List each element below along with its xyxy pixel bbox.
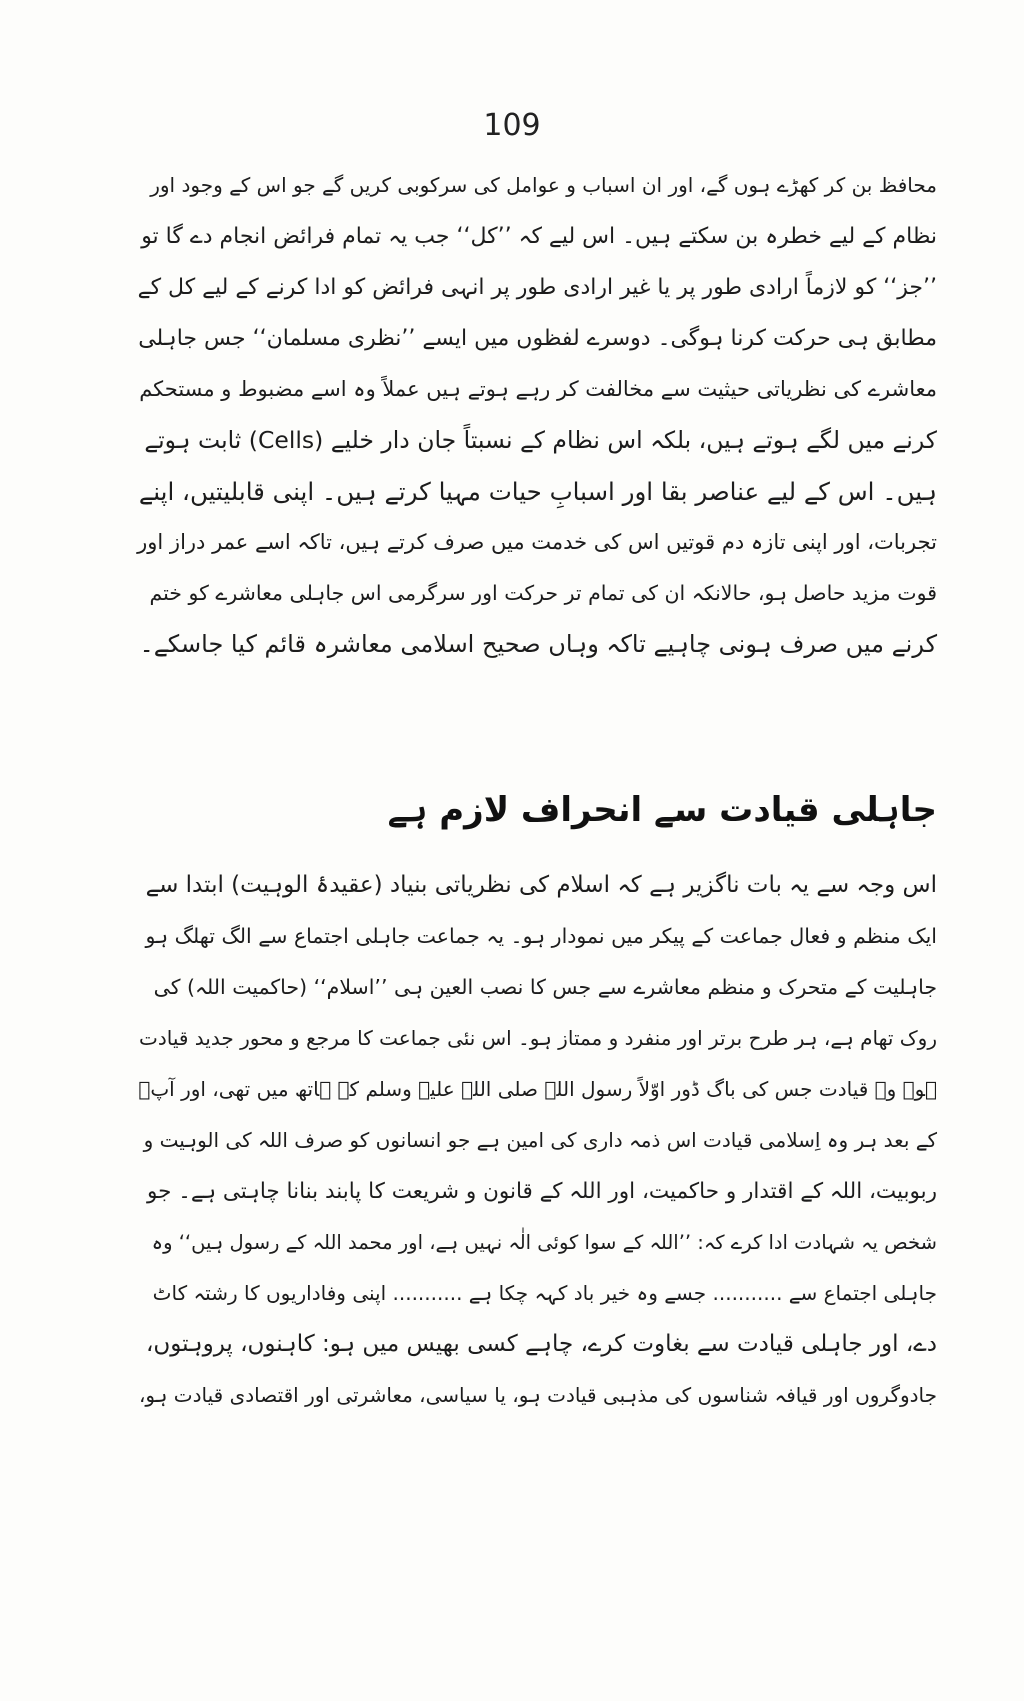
- text-line: کرنے میں صرف ہونی چاہیے تاکہ وہاں صحیح اسلامی معاشرہ قائم کیا جاسکے۔: [139, 630, 937, 658]
- text-line: ایک منظم و فعال جماعت کے پیکر میں نمودار ہو۔ یہ جماعت جاہلی اجتماع سے الگ تھلگ ہو: [145, 924, 937, 948]
- text-line: ہو۔ وہ قیادت جس کی باگ ڈور اوّلاً رسول اللہ صلی اللہ علیہ وسلم کے ہاتھ میں تھی، اور آپؐ: [138, 1077, 937, 1101]
- text-line: ’’جز‘‘ کو لازماً ارادی طور پر یا غیر ارادی طور پر انہی فرائض کو ادا کرنے کے لیے کل کے: [137, 275, 937, 300]
- paragraph-2: [137, 860, 937, 1421]
- text-line: جاہلی اجتماع سے ........... جسے وہ خیر باد کہہ چکا ہے ........... اپنی وفاداریوں کا رشتہ کاٹ: [152, 1281, 937, 1305]
- text-line: کے بعد ہر وہ اِسلامی قیادت اس ذمہ داری کی امین ہے جو انسانوں کو صرف اللہ کی الوہیت و: [143, 1128, 937, 1152]
- text-line: تجربات، اور اپنی تازہ دم قوتیں اس کی خدمت میں صرف کرتے ہیں، تاکہ اسے عمر دراز اور: [137, 530, 937, 554]
- text-line: نظام کے لیے خطرہ بن سکتے ہیں۔ اس لیے کہ ’’کل‘‘ جب یہ تمام فرائض انجام دے گا تو: [141, 224, 937, 249]
- text-line: جاہلیت کے متحرک و منظم معاشرے سے جس کا نصب العین ہی ’’اسلام‘‘ (حاکمیت اللہ) کی: [153, 975, 937, 999]
- text-line: محافظ بن کر کھڑے ہوں گے، اور ان اسباب و عوامل کی سرکوبی کریں گے جو اس کے وجود اور: [150, 173, 937, 197]
- text-line: روک تھام ہے، ہر طرح برتر اور منفرد و ممتاز ہو۔ اس نئی جماعت کا مرجع و محور جدید قیادت: [139, 1026, 937, 1050]
- text-line: کرنے میں لگے ہوتے ہیں، بلکہ اس نظام کے نسبتاً جان دار خلیے (Cells) ثابت ہوتے: [144, 426, 937, 454]
- text-line: معاشرے کی نظریاتی حیثیت سے مخالفت کر رہے ہوتے ہیں عملاً وہ اسے مضبوط و مستحکم: [139, 377, 937, 401]
- text-line: ربوبیت، اللہ کے اقتدار و حاکمیت، اور اللہ کے قانون و شریعت کا پابند بنانا چاہتی ہے۔ جو: [147, 1179, 937, 1204]
- paragraph-1: [137, 160, 937, 670]
- text-line: قوت مزید حاصل ہو، حالانکہ ان کی تمام تر حرکت اور سرگرمی اس جاہلی معاشرے کو ختم: [149, 581, 937, 605]
- text-line: دے، اور جاہلی قیادت سے بغاوت کرے، چاہے کسی بھیس میں ہو: کاہنوں، پروہتوں،: [145, 1331, 937, 1357]
- text-line: اس وجہ سے یہ بات ناگزیر ہے کہ اسلام کی نظریاتی بنیاد (عقیدۂ الوہیت) ابتدا سے: [145, 872, 937, 898]
- text-line: جادوگروں اور قیافہ شناسوں کی مذہبی قیادت ہو، یا سیاسی، معاشرتی اور اقتصادی قیادت ہو،: [138, 1383, 937, 1407]
- text-line: مطابق ہی حرکت کرنا ہوگی۔ دوسرے لفظوں میں ایسے ’’نظری مسلمان‘‘ جس جاہلی: [138, 326, 937, 351]
- text-line: شخص یہ شہادت ادا کرے کہ: ’’اللہ کے سوا کوئی الٰہ نہیں ہے، اور محمد اللہ کے رسول ہیں‘‘ وہ: [151, 1231, 937, 1254]
- text-line: ہیں۔ اس کے لیے عناصر بقا اور اسبابِ حیات مہیا کرتے ہیں۔ اپنی قابلیتیں، اپنے: [138, 477, 937, 506]
- section-heading: جاہلی قیادت سے انحراف لازم ہے: [387, 790, 937, 830]
- page-number: 109: [483, 108, 541, 143]
